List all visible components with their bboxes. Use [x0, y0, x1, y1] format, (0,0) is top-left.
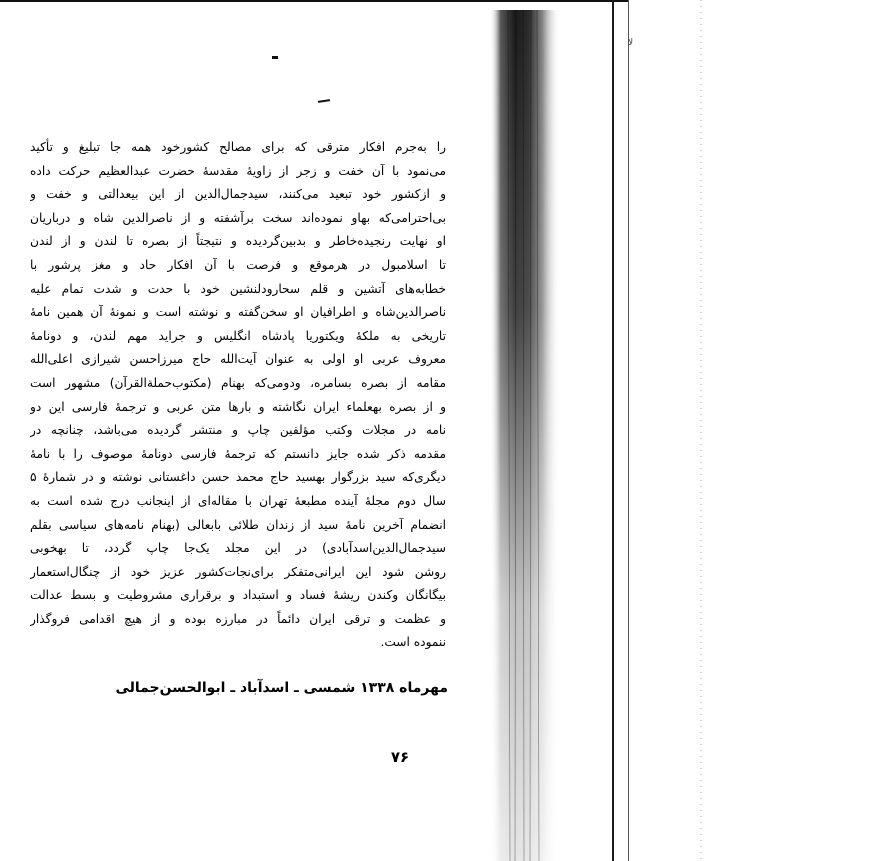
text-line: دیگری‌که سید بزرگوار بهسید حاج محمد حسن داغستانی نوشته و در شمارهٔ ۵ [30, 470, 446, 485]
text-line: بیگانگان وکندن ریشهٔ فساد و استبداد و برقراری مشروطیت و بسط عدالت [30, 588, 446, 603]
text-line: و ازکشور خود تبعید می‌کنند، سیدجمال‌الدین از این بیعدالتی و خفت و [30, 187, 446, 202]
text-line: خطابه‌های آتشین و قلم سحارودلنشین خود با حدت و شدت تمام علیه [30, 281, 446, 296]
page-number: ۷۶ [390, 748, 410, 766]
text-line: سیدجمال‌الدین‌اسدآبادی) در این مجلد یک‌جا چاپ گردد، تا بهخوبی [30, 541, 446, 556]
text-line: روشن شود این ایرانی‌متفکر برای‌نجات‌کشور عزیز خود از چنگال‌استعمار [30, 564, 446, 579]
text-line: ننموده است. [380, 635, 446, 650]
text-line: معروف عربی او اولی به عنوان آیت‌الله حاج میرزاحسن شیرازی اعلی‌الله [30, 352, 446, 367]
text-line: ناصرالدین‌شاه و اطرافیان او سخن‌گفته و نوشته است و نمونهٔ آن همین نامهٔ [30, 305, 446, 320]
text-line: و عظمت و ترقی ایران دائماً در مبارزه بوده و از هیچ اقدامی فروگذار [30, 611, 446, 626]
text-line: انضمام آخرین نامهٔ سید از زندان طلائی بابعالی (بهنام نامه‌های سیاسی بقلم [30, 517, 446, 532]
page-gutter-line [612, 0, 614, 861]
book-spine-shadow [490, 10, 560, 861]
text-line: او نهایت رنجیده‌خاطر و بدبین‌گردیده و نتیجتاً از بصره تا لندن و از لندن [30, 234, 446, 249]
text-line: می‌نمود با آن خفت و زجر از زاویهٔ مقدسهٔ حضرت عبدالعظیم حرکت داده [30, 163, 446, 178]
corner-mark: ﻟﺎ [628, 38, 634, 48]
text-line: تا اسلامبول در هرموقع و فرصت با آن افکار حاد و مغز پرشور با [30, 257, 446, 272]
right-page-edge [628, 0, 629, 861]
page-top-border [0, 0, 628, 2]
text-line: بی‌احترامی‌که بهاو نموده‌اند سخت برآشفته و از ناصرالدین شاه و درباریان [30, 210, 446, 225]
text-line: مقدمه ذکر شده جایز دانستم که ترجمهٔ فارسی دونامهٔ موصوف را با نامهٔ [30, 446, 446, 461]
text-line: را به‌جرم افکار مترقی که برای مصالح کشورخود همه جا تبلیغ و تأکید [30, 140, 446, 154]
paragraph [30, 136, 446, 655]
text-line: تاریخی به ملکهٔ ویکتوریا پادشاه انگلیس و جراید مهم لندن، و دونامهٔ [30, 328, 446, 343]
ink-mark [318, 99, 330, 103]
text-line: سال دوم مجلهٔ آینده مطبعهٔ تهران با مقاله‌ای از اینجانب درج شده است به [30, 493, 446, 508]
scan-noise [700, 0, 702, 861]
signature-line: مهرماه ۱۳۳۸ شمسی ـ اسدآباد ـ ابوالحسن‌جمالی [115, 680, 448, 696]
text-line: مقامه از بصره بسامره، ودومی‌که بهنام (مکتوب‌حملةالقرآن) مشهور است [30, 375, 446, 390]
text-line: نامه در مجلات وکتب مؤلفین چاپ و منتشر گردیده می‌باشد، چنانچه در [30, 423, 446, 438]
text-line: و از بصره بهعلماء ایران نگاشته و بارها متن عربی و ترجمهٔ فارسی این دو [30, 399, 446, 414]
ink-mark [272, 56, 278, 59]
